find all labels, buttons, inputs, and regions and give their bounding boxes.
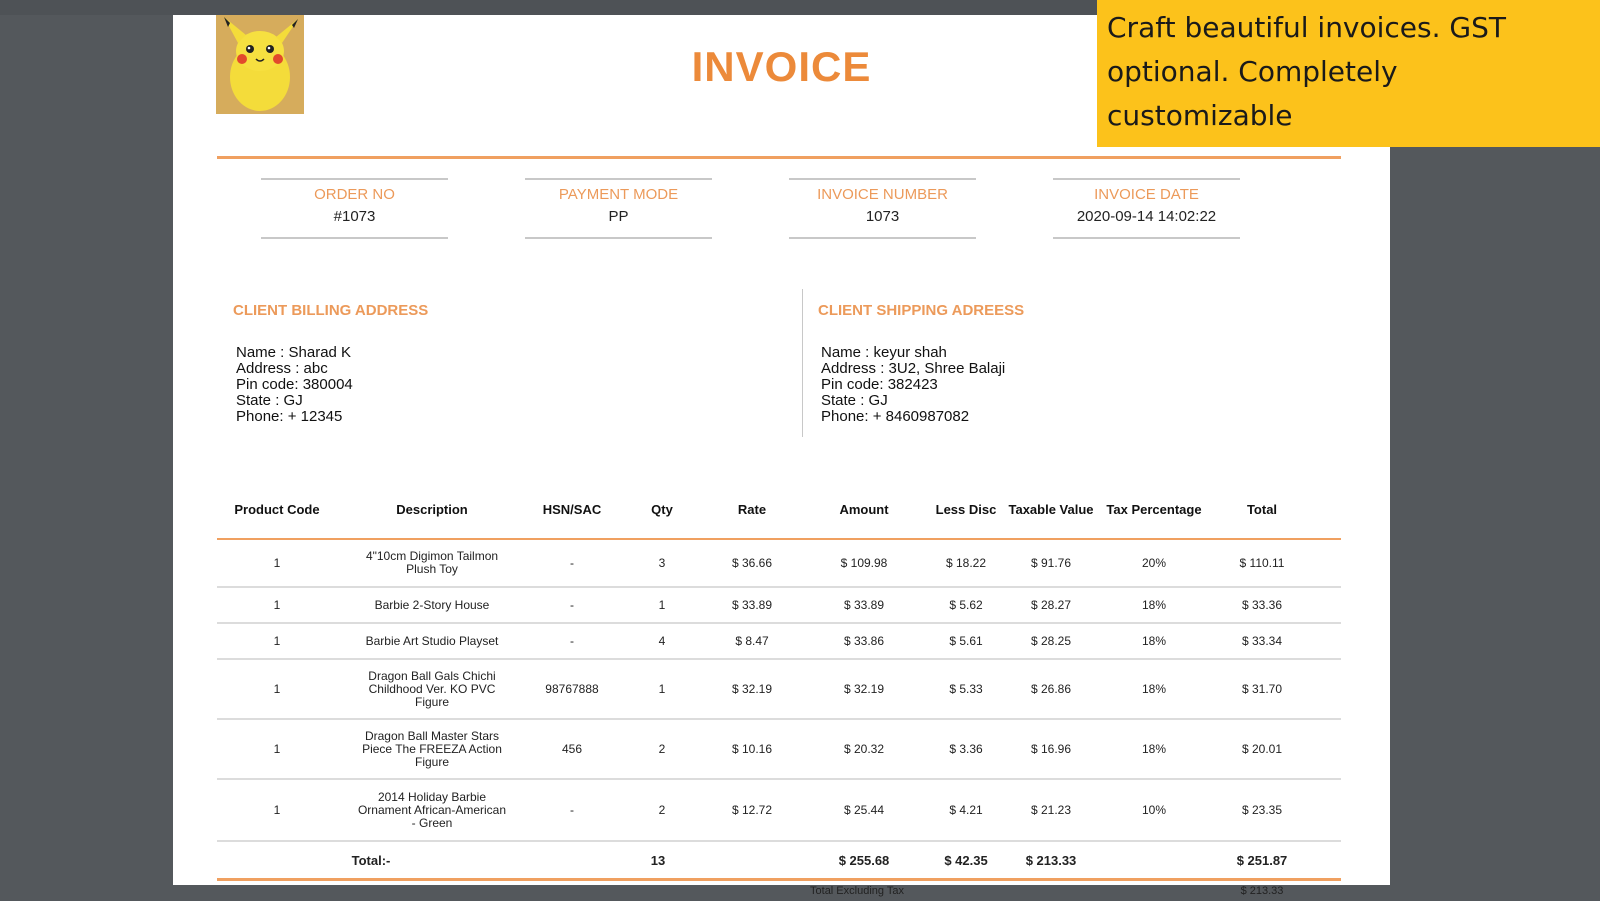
totals-qty: 13 [650,852,666,868]
cell-description: Dragon Ball Master Stars Piece The FREEZA Action Figure [362,728,502,769]
cell-total: $ 23.35 [1241,802,1283,817]
cell-tax-percentage: 18% [1141,741,1167,756]
table-header [217,480,1341,540]
cell-taxable-value: $ 28.25 [1030,633,1072,648]
line-items-table [217,480,1341,901]
column-header-tax-percentage: Tax Percentage [1106,501,1202,517]
cell-qty: 2 [658,802,666,817]
column-header-description: Description [396,501,468,517]
cell-rate: $ 33.89 [731,597,773,612]
shipping-state: State : GJ [821,392,888,409]
cell-taxable-value: $ 26.86 [1030,681,1072,696]
cell-amount: $ 20.32 [843,741,885,756]
cell-qty: 3 [658,555,666,570]
shipping-address-line: Address : 3U2, Shree Balaji [821,360,1006,377]
totals-taxable: $ 213.33 [1025,852,1077,868]
column-header-qty: Qty [651,501,673,517]
address-separator [802,289,803,437]
cell-hsn-sac: 98767888 [545,681,599,696]
billing-pin: Pin code: 380004 [236,376,353,393]
totals-label: Total:- [351,852,391,868]
table-row [217,588,1341,624]
cell-description: Barbie 2-Story House [374,597,490,612]
promo-banner: Craft beautiful invoices. GST optional. Completely customizable [1097,0,1600,147]
cell-qty: 1 [658,597,666,612]
cell-total: $ 33.34 [1241,633,1283,648]
cell-description: Dragon Ball Gals Chichi Childhood Ver. KO PVC Figure [368,668,496,709]
excluding-tax-value: $ 213.33 [1240,884,1284,897]
shipping-address [821,345,1005,425]
totals-row [217,842,1341,881]
shipping-pin: Pin code: 382423 [821,376,938,393]
totals-amount: $ 255.68 [838,852,890,868]
cell-less-disc: $ 4.21 [949,802,983,817]
cell-qty: 1 [658,681,666,696]
payment-mode-label: PAYMENT MODE [558,186,679,203]
totals-less-disc: $ 42.35 [944,852,988,868]
totals-total: $ 251.87 [1236,852,1288,868]
cell-product-code: 1 [273,681,281,696]
cell-qty: 2 [658,741,666,756]
column-header-rate: Rate [737,501,767,517]
cell-less-disc: $ 18.22 [945,555,987,570]
column-header-product-code: Product Code [234,501,320,517]
cell-product-code: 1 [273,802,281,817]
cell-tax-percentage: 10% [1141,802,1167,817]
cell-amount: $ 25.44 [843,802,885,817]
cell-total: $ 110.11 [1239,555,1285,570]
cell-product-code: 1 [273,741,281,756]
cell-less-disc: $ 3.36 [949,741,983,756]
billing-address [236,345,353,425]
cell-less-disc: $ 5.62 [949,597,983,612]
table-row [217,780,1341,842]
billing-name: Name : Sharad K [236,344,352,361]
cell-rate: $ 12.72 [731,802,773,817]
invoice-date-value: 2020-09-14 14:02:22 [1076,208,1217,225]
cell-tax-percentage: 18% [1141,597,1167,612]
payment-mode-block [525,178,712,239]
column-header-taxable-value: Taxable Value [1008,501,1094,517]
shipping-address-heading: CLIENT SHIPPING ADREESS [818,302,1025,319]
invoice-date-label: INVOICE DATE [1094,186,1199,203]
cell-less-disc: $ 5.61 [949,633,983,648]
excluding-tax-row [217,881,1341,901]
shipping-name: Name : keyur shah [821,344,947,361]
cell-taxable-value: $ 91.76 [1030,555,1072,570]
cell-hsn-sac: - [570,555,574,570]
order-no-label: ORDER NO [314,186,395,203]
cell-rate: $ 10.16 [731,741,773,756]
invoice-number-value: 1073 [865,208,900,225]
cell-hsn-sac: - [570,802,574,817]
invoice-date-block [1053,178,1240,239]
cell-qty: 4 [658,633,666,648]
billing-state: State : GJ [236,392,303,409]
table-row [217,624,1341,660]
order-no-block [261,178,448,239]
cell-product-code: 1 [273,597,281,612]
cell-hsn-sac: 456 [561,741,583,756]
column-header-amount: Amount [839,501,889,517]
table-row [217,720,1341,780]
cell-rate: $ 8.47 [735,633,769,648]
cell-taxable-value: $ 16.96 [1030,741,1072,756]
cell-description: 4"10cm Digimon Tailmon Plush Toy [365,549,499,576]
cell-amount: $ 32.19 [843,681,885,696]
cell-description: 2014 Holiday Barbie Ornament African-American - Green [357,789,507,830]
cell-description: Barbie Art Studio Playset [365,633,499,648]
table-row [217,540,1341,588]
cell-amount: $ 33.89 [843,597,885,612]
column-header-total: Total [1246,501,1278,517]
billing-address-line: Address : abc [236,360,328,377]
billing-address-heading: CLIENT BILLING ADDRESS [233,302,429,319]
invoice-title: INVOICE [691,43,872,90]
table-row [217,660,1341,720]
cell-product-code: 1 [273,633,281,648]
column-header-hsn-sac: HSN/SAC [542,501,602,517]
cell-taxable-value: $ 28.27 [1030,597,1072,612]
cell-taxable-value: $ 21.23 [1030,802,1072,817]
cell-amount: $ 33.86 [843,633,885,648]
cell-total: $ 31.70 [1241,681,1283,696]
cell-total: $ 33.36 [1241,597,1283,612]
cell-amount: $ 109.98 [840,555,888,570]
cell-tax-percentage: 18% [1141,681,1167,696]
shipping-phone: Phone: + 8460987082 [821,408,970,425]
payment-mode-value: PP [608,208,629,225]
order-no-value: #1073 [333,208,376,225]
header-divider [217,156,1341,159]
invoice-number-block [789,178,976,239]
cell-hsn-sac: - [570,633,574,648]
cell-tax-percentage: 20% [1141,555,1167,570]
cell-rate: $ 32.19 [731,681,773,696]
cell-rate: $ 36.66 [731,555,773,570]
cell-total: $ 20.01 [1241,741,1283,756]
cell-less-disc: $ 5.33 [949,681,983,696]
invoice-number-label: INVOICE NUMBER [817,186,948,203]
cell-tax-percentage: 18% [1141,633,1167,648]
cell-product-code: 1 [273,555,281,570]
column-header-less-disc: Less Disc [935,501,997,517]
cell-hsn-sac: - [570,597,574,612]
billing-phone: Phone: + 12345 [236,408,343,425]
excluding-tax-label: Total Excluding Tax [810,884,904,897]
